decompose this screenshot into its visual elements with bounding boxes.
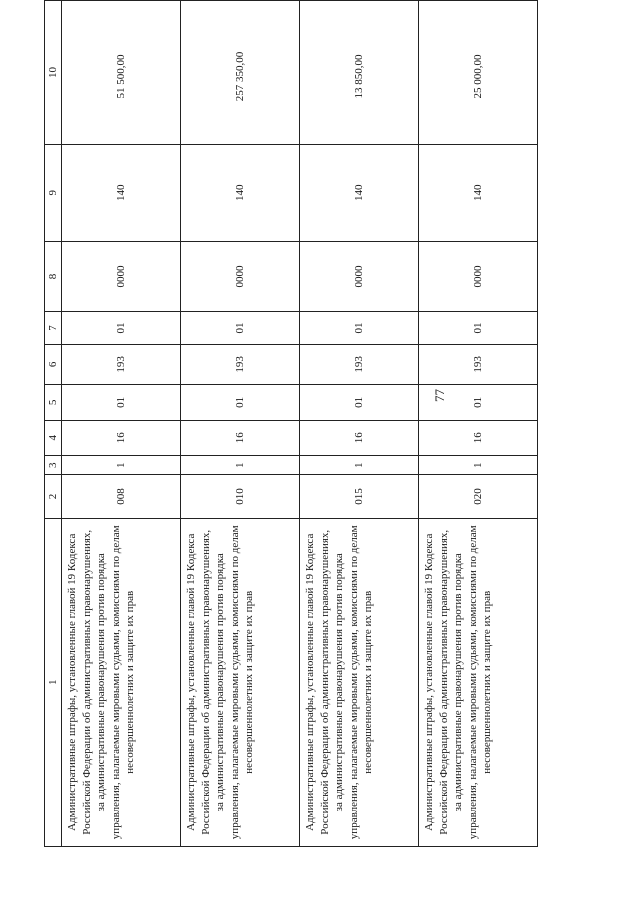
code-subarticle-cell: 193 [419,344,538,385]
code-group-cell: 1 [419,456,538,475]
classification-code-cell: 140 [419,144,538,241]
admin-code-cell: 015 [300,475,419,518]
header-cell-5: 5 [45,385,62,420]
table-row [300,1,419,847]
code-article-cell: 01 [62,385,181,420]
admin-code-cell: 020 [419,475,538,518]
code-subarticle-cell: 193 [181,344,300,385]
header-cell-6: 6 [45,344,62,385]
admin-code-cell: 010 [181,475,300,518]
amount-cell: 25 000,00 [419,1,538,145]
code-article-cell: 01 [300,385,419,420]
header-cell-7: 7 [45,312,62,344]
code-subgroup-cell: 16 [181,420,300,455]
code-element-cell: 01 [181,312,300,344]
code-group-cell: 1 [62,456,181,475]
code-element-cell: 01 [300,312,419,344]
page-number: 77 [432,389,447,402]
code-subarticle-cell: 193 [300,344,419,385]
budget-table [44,0,538,847]
table-row [419,1,538,847]
amount-cell: 257 350,00 [181,1,300,145]
amount-cell: 51 500,00 [62,1,181,145]
header-cell-3: 3 [45,456,62,475]
header-cell-10: 10 [45,1,62,145]
header-cell-4: 4 [45,420,62,455]
code-group-cell: 1 [181,456,300,475]
classification-code-cell: 140 [300,144,419,241]
program-code-cell: 0000 [62,241,181,312]
code-subgroup-cell: 16 [62,420,181,455]
code-subarticle-cell: 193 [62,344,181,385]
header-row [45,1,62,847]
program-code-cell: 0000 [300,241,419,312]
code-element-cell: 01 [62,312,181,344]
fine-description: Административные штрафы, установленные главой 19 Кодекса Российской Федерации об административных правонарушениях, за административные правонарушения против порядка управления, налагаемые мировыми судьями, комиссиями по делам несовершеннолетних и защите их прав [419,518,538,846]
classification-code-cell: 140 [62,144,181,241]
program-code-cell: 0000 [181,241,300,312]
classification-code-cell: 140 [181,144,300,241]
amount-cell: 13 850,00 [300,1,419,145]
header-cell-8: 8 [45,241,62,312]
fine-description: Административные штрафы, установленные главой 19 Кодекса Российской Федерации об административных правонарушениях, за административные правонарушения против порядка управления, налагаемые мировыми судьями, комиссиями по делам несовершеннолетних и защите их прав [181,518,300,846]
table-row [62,1,181,847]
code-subgroup-cell: 16 [419,420,538,455]
code-element-cell: 01 [419,312,538,344]
header-cell-2: 2 [45,475,62,518]
header-cell-9: 9 [45,144,62,241]
header-cell-1: 1 [45,518,62,846]
code-subgroup-cell: 16 [300,420,419,455]
fine-description: Административные штрафы, установленные главой 19 Кодекса Российской Федерации об административных правонарушениях, за административные правонарушения против порядка управления, налагаемые мировыми судьями, комиссиями по делам несовершеннолетних и защите их прав [300,518,419,846]
code-article-cell: 01 [419,385,538,420]
code-group-cell: 1 [300,456,419,475]
code-article-cell: 01 [181,385,300,420]
program-code-cell: 0000 [419,241,538,312]
fine-description: Административные штрафы, установленные главой 19 Кодекса Российской Федерации об административных правонарушениях, за административные правонарушения против порядка управления, налагаемые мировыми судьями, комиссиями по делам несовершеннолетних и защите их прав [62,518,181,846]
table-row [181,1,300,847]
admin-code-cell: 008 [62,475,181,518]
